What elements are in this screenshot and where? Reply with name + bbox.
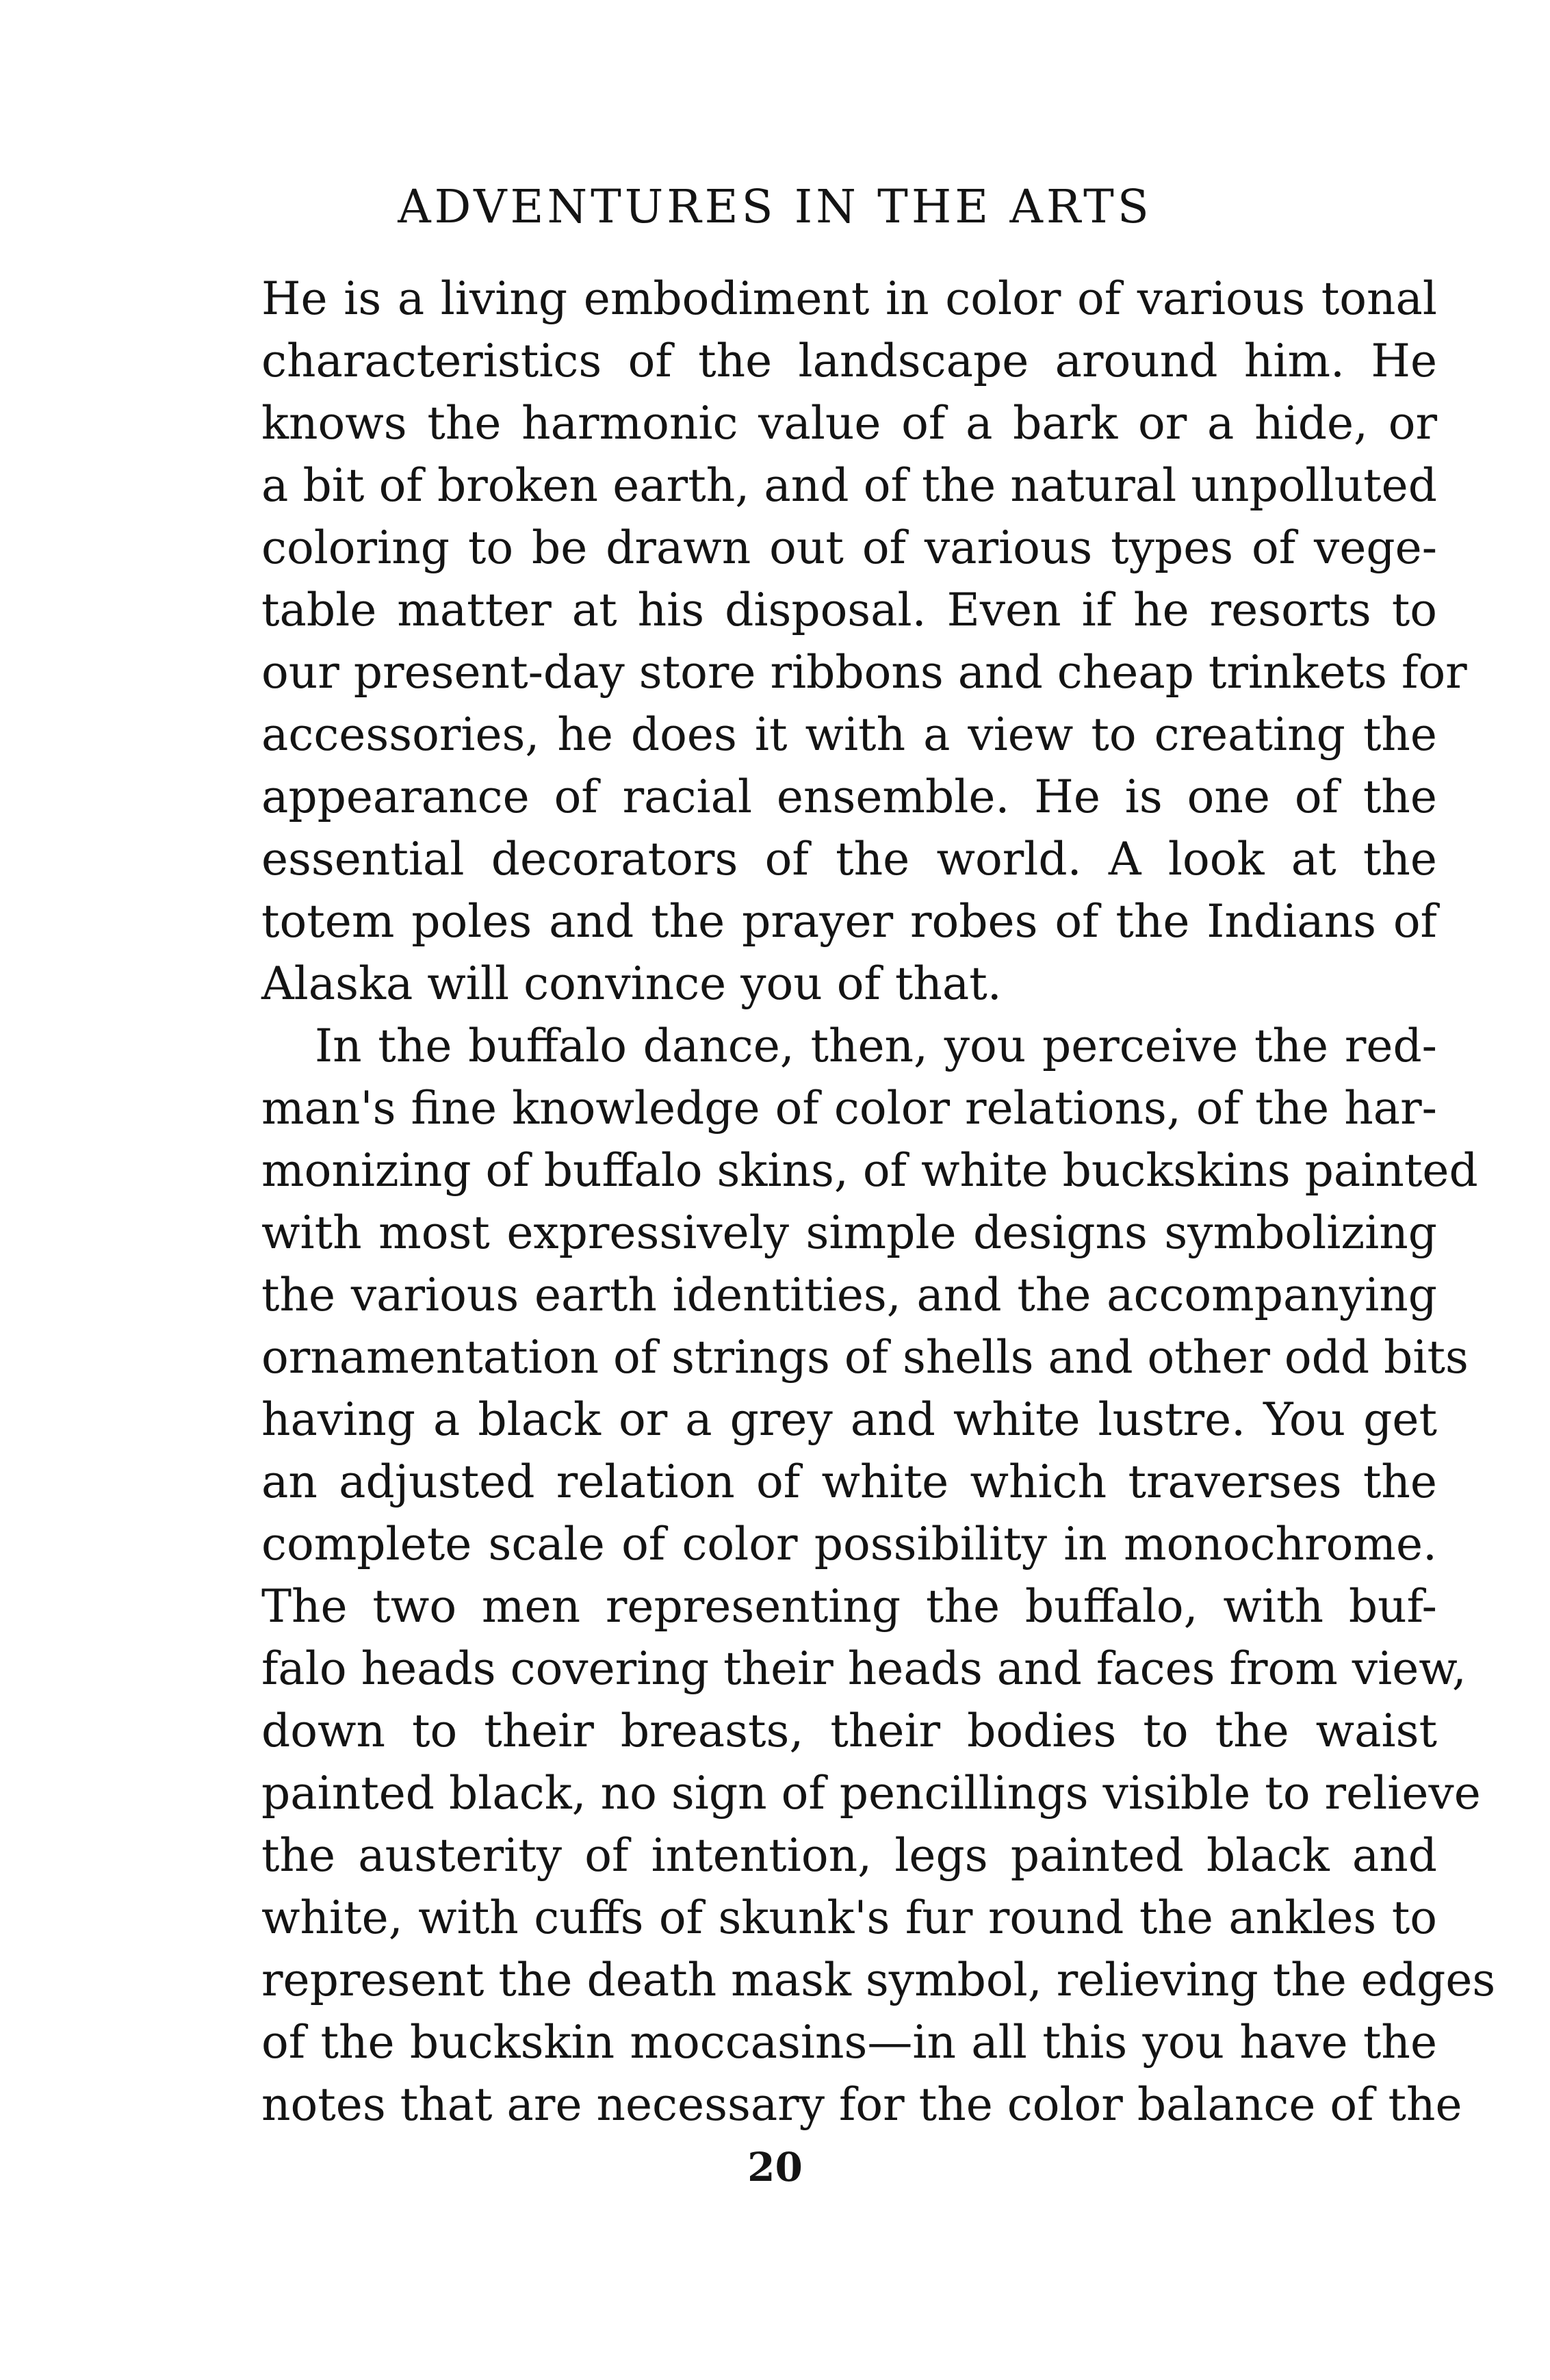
text-line: ornamentation of strings of shells and other odd bits: [261, 1331, 1469, 1384]
text-line: knows the harmonic value of a bark or a hide, or: [261, 397, 1437, 450]
text-line: a bit of broken earth, and of the natural unpolluted: [261, 459, 1437, 512]
running-header: ADVENTURES IN THE ARTS: [398, 180, 1152, 233]
text-line: falo heads covering their heads and faces from view,: [261, 1642, 1467, 1695]
paragraph-1: [261, 268, 1467, 1015]
text-line: notes that are necessary for the color balance of the: [261, 2078, 1462, 2131]
paragraph-2: [261, 1015, 1496, 2136]
text-line: down to their breasts, their bodies to the waist: [261, 1705, 1437, 1757]
text-line: with most expressively simple designs symbolizing: [261, 1206, 1437, 1259]
text-line: table matter at his disposal. Even if he resorts to: [261, 584, 1437, 636]
page-number: 20: [747, 2144, 803, 2190]
text-line: white, with cuffs of skunk's fur round the ankles to: [261, 1891, 1437, 1944]
text-line: Alaska will convince you of that.: [261, 957, 1002, 1010]
text-line: the various earth identities, and the accompanying: [261, 1269, 1437, 1321]
text-line: complete scale of color possibility in monochrome.: [261, 1518, 1437, 1570]
text-line: the austerity of intention, legs painted black and: [261, 1829, 1437, 1882]
body-text: [261, 268, 1496, 2136]
text-line: accessories, he does it with a view to creating the: [261, 708, 1437, 761]
text-line: characteristics of the landscape around him. He: [261, 335, 1437, 387]
text-line: having a black or a grey and white lustre. You get: [261, 1393, 1437, 1446]
text-line: painted black, no sign of pencillings visible to relieve: [261, 1767, 1481, 1820]
text-line: represent the death mask symbol, relieving the edges: [261, 1954, 1496, 2006]
text-line: man's fine knowledge of color relations, of the har-: [261, 1082, 1437, 1135]
text-line: our present-day store ribbons and cheap trinkets for: [261, 646, 1467, 699]
text-line: The two men representing the buffalo, with buf-: [261, 1580, 1437, 1633]
text-line: totem poles and the prayer robes of the Indians of: [261, 895, 1437, 948]
text-line: an adjusted relation of white which traverses the: [261, 1456, 1437, 1508]
text-line: He is a living embodiment in color of various tonal: [261, 272, 1437, 325]
text-line: essential decorators of the world. A look at the: [261, 833, 1437, 885]
text-line: appearance of racial ensemble. He is one of the: [261, 771, 1437, 823]
text-line: coloring to be drawn out of various types of vege-: [261, 521, 1437, 574]
text-line: In the buffalo dance, then, you perceive the red-: [315, 1020, 1437, 1072]
text-line: of the buckskin moccasins—in all this you have the: [261, 2016, 1437, 2069]
text-line: monizing of buffalo skins, of white buckskins painted: [261, 1144, 1478, 1197]
